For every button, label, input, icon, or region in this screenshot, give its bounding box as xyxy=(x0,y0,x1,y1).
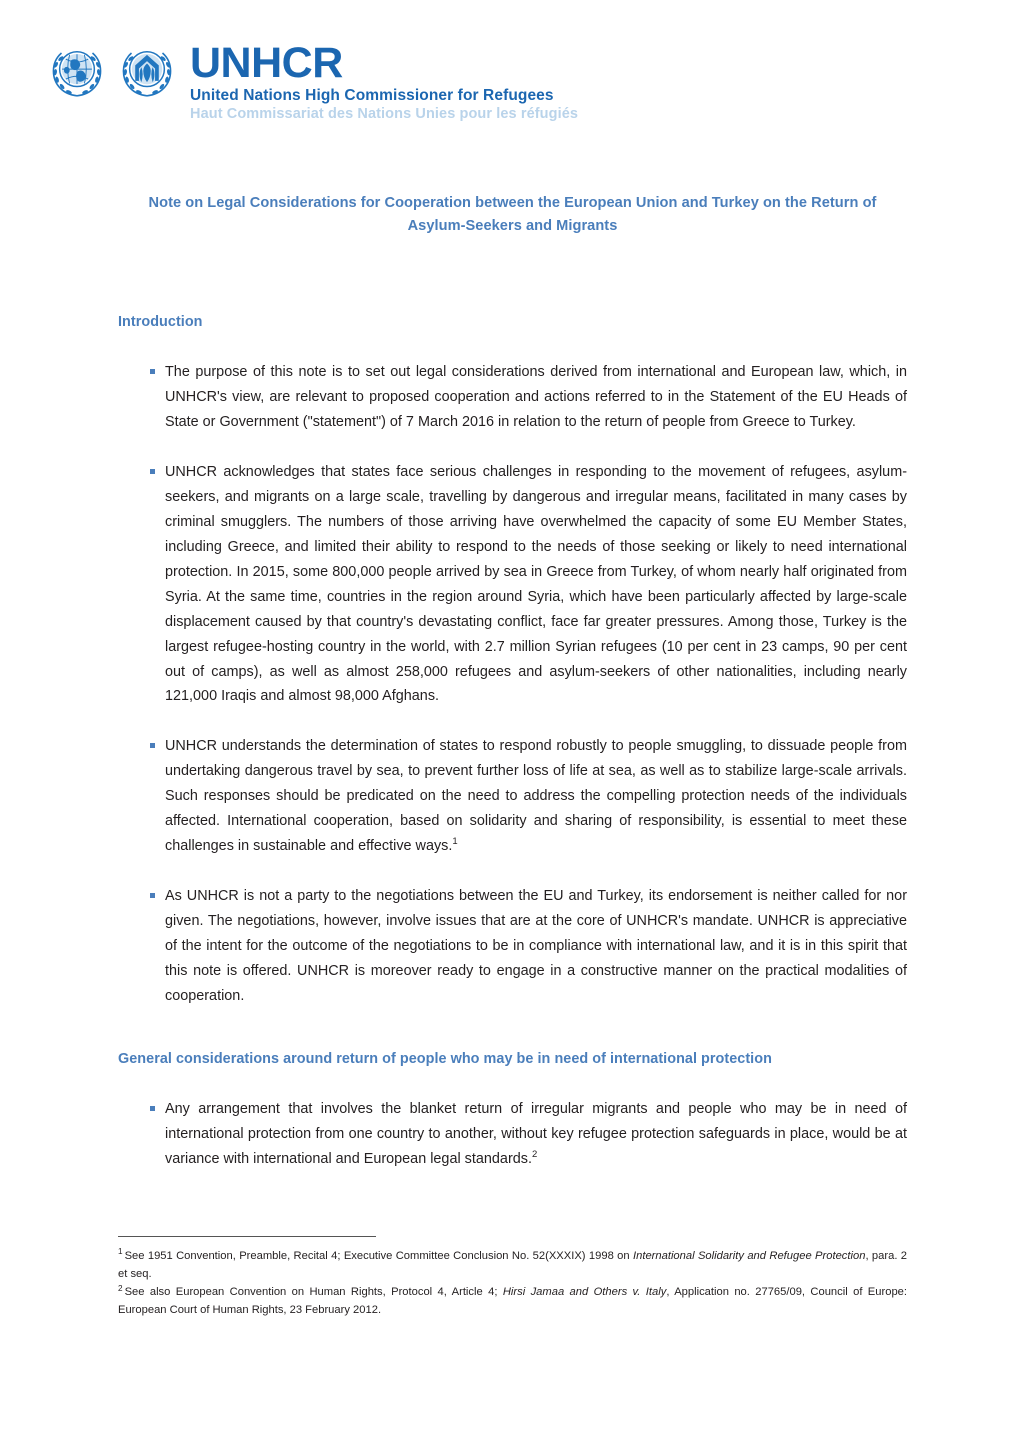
bullet-list-introduction xyxy=(118,360,907,1008)
square-bullet-icon xyxy=(150,469,155,474)
footnote-2 xyxy=(118,1283,907,1319)
list-item xyxy=(118,360,907,435)
footnote-1 xyxy=(118,1247,907,1283)
section-heading-introduction: Introduction xyxy=(118,314,203,331)
logo-tagline-french: Haut Commissariat des Nations Unies pour les réfugiés xyxy=(190,105,579,122)
footnotes-block xyxy=(118,1236,907,1320)
footnote-1-marker: 1 xyxy=(118,1247,123,1257)
footnote-2-marker: 2 xyxy=(118,1283,123,1293)
footnote-2-text: See also European Convention on Human Rights, Protocol 4, Article 4; Hirsi Jamaa and Others v. Italy, Application no. 27765/09, Council of Europe: European Court of Human Rights, 23 February 2012. xyxy=(118,1286,907,1317)
unhcr-wordmark: UNHCR xyxy=(190,39,343,87)
logo-text-block xyxy=(190,39,579,122)
footnote-ref-2[interactable]: 2 xyxy=(531,1148,538,1160)
square-bullet-icon xyxy=(150,743,155,748)
un-globe-emblem-icon xyxy=(46,40,108,102)
square-bullet-icon xyxy=(150,369,155,374)
page-title: Note on Legal Considerations for Cooperation between the European Union and Turkey on the Return of Asylum-Seekers and Migrants xyxy=(148,195,877,234)
unhcr-hands-emblem-icon xyxy=(116,40,178,102)
logo-tagline-english: United Nations High Commissioner for Refugees xyxy=(190,87,554,104)
square-bullet-icon xyxy=(150,893,155,898)
list-item xyxy=(118,460,907,709)
unhcr-logo xyxy=(46,40,578,122)
list-item xyxy=(118,734,907,859)
footnote-ref-1[interactable]: 1 xyxy=(452,836,458,848)
list-item xyxy=(118,884,907,1009)
bullet-text: Any arrangement that involves the blanket return of irregular migrants and people who may be in need of international protection from one country to another, without key refugee protection safeguards in place, would be at variance with international and European legal standards. xyxy=(165,1100,907,1167)
bullet-text: UNHCR understands the determination of states to respond robustly to people smuggling, to dissuade people from undertaking dangerous travel by sea, to prevent further loss of life at sea, as well as to stabilize large-scale arrivals. Such responses should be predicated on the need to address the compelling protection needs of the individuals affected. International cooperation, based on solidarity and sharing of responsibility, is essential to meet these challenges in sustainable and effective ways. xyxy=(165,738,907,855)
footnote-separator-rule xyxy=(118,1236,376,1237)
bullet-text: The purpose of this note is to set out legal considerations derived from international and European law, which, in UNHCR's view, are relevant to proposed cooperation and actions referred to in the Statement of the EU Heads of State or Government ("statement") of 7 March 2016 in relation to the return of people from Greece to Turkey. xyxy=(165,364,907,431)
footnote-1-text: See 1951 Convention, Preamble, Recital 4; Executive Committee Conclusion No. 52(XXXIX) 1998 on International Solidarity and Refugee Protection, para. 2 et seq. xyxy=(118,1250,908,1281)
list-item xyxy=(118,1097,907,1172)
bullet-text: UNHCR acknowledges that states face serious challenges in responding to the movement of refugees, asylum-seekers, and migrants on a large scale, travelling by dangerous and irregular means, facilitated in many cases by criminal smugglers. The numbers of those arriving have overwhelmed the capacity of some EU Member States, including Greece, and limited their ability to respond to the needs of those seeking or likely to need international protection. In 2015, some 800,000 people arrived by sea in Greece from Turkey, of whom nearly half originated from Syria. At the same time, countries in the region around Syria, which have been particularly affected by large-scale displacement caused by that country's devastating conflict, face far greater pressures. Among those, Turkey is the largest refugee-hosting country in the world, with 2.7 million Syrian refugees (10 per cent in 23 camps, 90 per cent out of camps), as well as almost 258,000 refugees and asylum-seekers of other nationalities, including nearly 121,000 Iraqis and almost 98,000 Afghans. xyxy=(165,464,907,705)
square-bullet-icon xyxy=(150,1106,155,1111)
bullet-text: As UNHCR is not a party to the negotiations between the EU and Turkey, its endorsement is neither called for nor given. The negotiations, however, involve issues that are at the core of UNHCR's mandate. UNHCR is appreciative of the intent for the outcome of the negotiations to be in compliance with international law, and it is in this spirit that this note is offered. UNHCR is moreover ready to engage in a constructive manner on the practical modalities of cooperation. xyxy=(165,887,907,1004)
bullet-list-general-considerations xyxy=(118,1097,907,1172)
section-heading-general-considerations: General considerations around return of people who may be in need of international protection xyxy=(118,1050,772,1067)
document-body xyxy=(118,192,907,1172)
